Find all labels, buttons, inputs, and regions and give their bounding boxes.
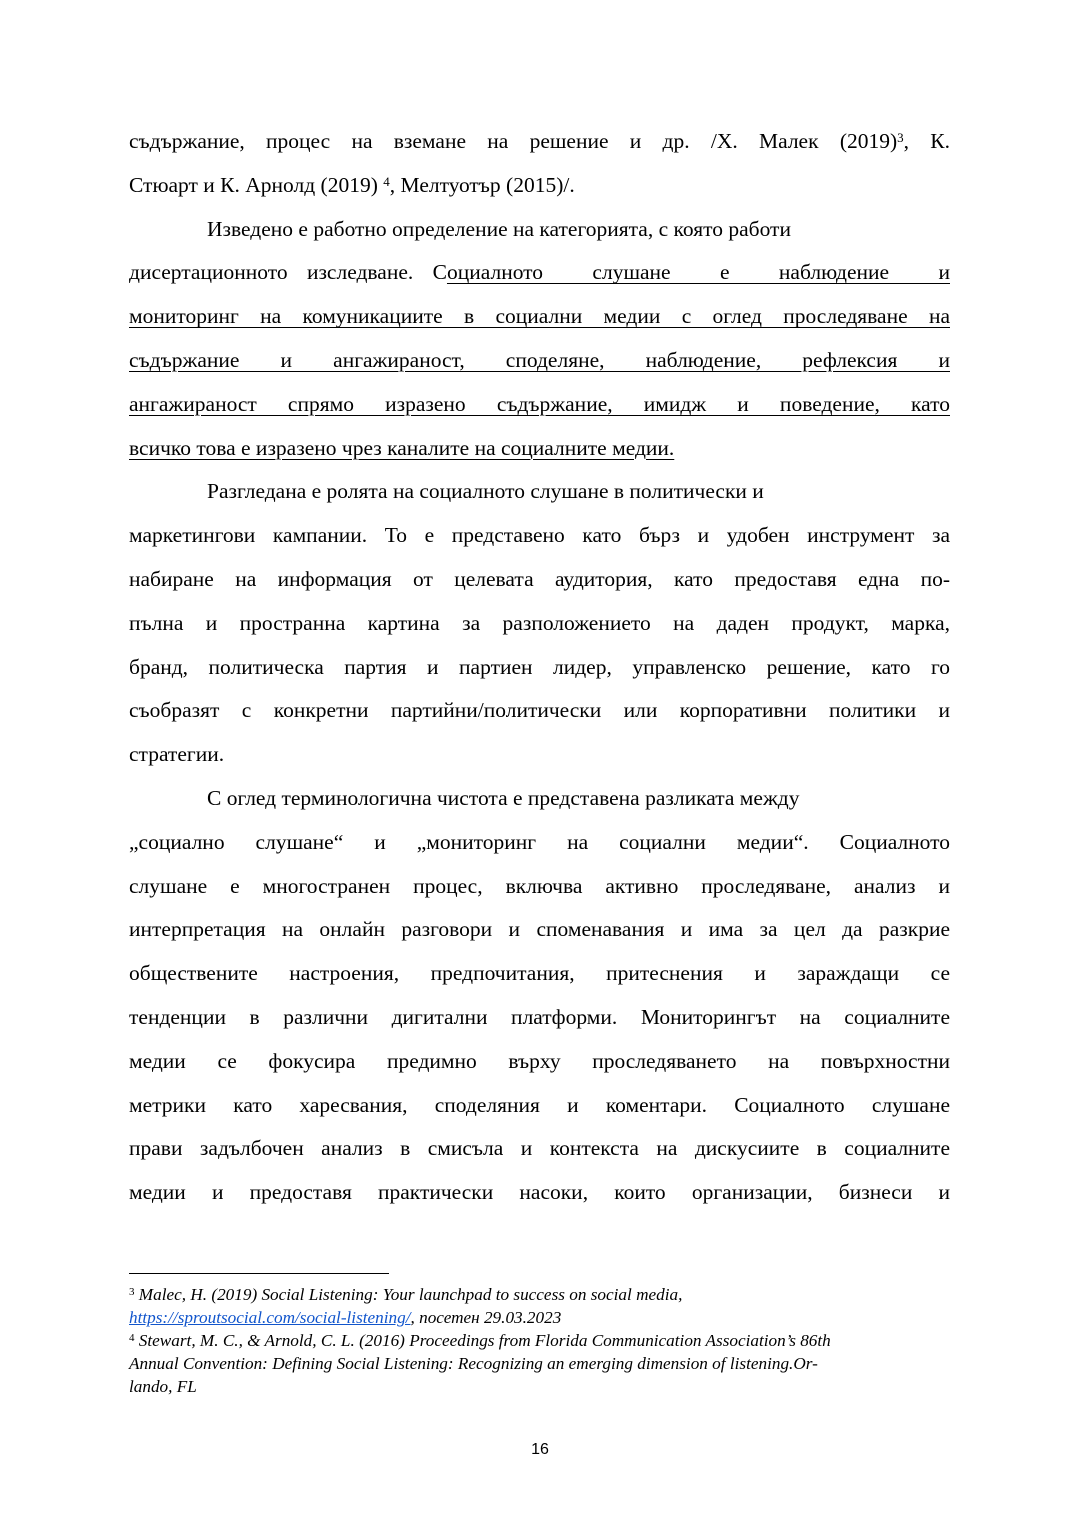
text-line — [129, 1084, 950, 1128]
text-line — [129, 427, 950, 471]
footnote-text: Annual Convention: Defining Social Listening: Recognizing an emerging dimension of listening.Or- — [129, 1354, 818, 1373]
footnote-ref-3[interactable]: 3 — [897, 130, 904, 145]
text-part: , Мелтуотър (2015)/. — [389, 172, 575, 197]
footnotes — [129, 1283, 959, 1398]
word: Малек — [758, 129, 819, 153]
justified-line: медии се фокусира предимно върху проследяването на повърхностни — [129, 1048, 950, 1073]
text-line — [129, 1171, 950, 1215]
bullet-line — [129, 777, 950, 821]
plain-part: дисертационното изследване. С — [129, 260, 447, 285]
word: процес — [266, 129, 331, 153]
word: /Х. — [710, 129, 738, 153]
footnote-number: 4 — [129, 1332, 135, 1344]
justified-line: пълна и пространна картина за разположението на даден продукт, марка, — [129, 610, 950, 635]
text-line — [129, 251, 950, 295]
text-line — [129, 120, 950, 164]
footnote-3-cont — [129, 1306, 959, 1329]
text-line — [129, 733, 950, 777]
footnote-text: Malec, H. (2019) Social Listening: Your launchpad to success on social media, — [134, 1285, 683, 1304]
citation-year: (2019) — [839, 129, 898, 153]
underlined-line: съдържание и ангажираност, споделяне, наблюдение, рефлексия и — [129, 347, 950, 372]
text-line — [129, 821, 950, 865]
text-line — [129, 1040, 950, 1084]
text-line — [129, 602, 950, 646]
text-line — [129, 558, 950, 602]
body-text — [129, 120, 950, 1215]
justified-line: тенденции в различни дигитални платформи. Мониторингът на социалните — [129, 1004, 950, 1029]
text-run — [129, 251, 950, 295]
text-line — [129, 339, 950, 383]
text-line — [129, 908, 950, 952]
underlined-line: всичко това е изразено чрез каналите на социалните медии. — [129, 435, 675, 460]
justified-line: обществените настроения, предпочитания, притеснения и зараждащи се — [129, 961, 950, 986]
text-line — [129, 514, 950, 558]
footnote-ref-4[interactable]: 4 — [383, 173, 390, 189]
word: на — [487, 129, 509, 153]
text-line — [129, 295, 950, 339]
last-line: стратегии. — [129, 742, 225, 767]
bullet-line — [129, 208, 950, 252]
underlined-part: оциалното слушане е наблюдение и — [446, 260, 950, 285]
word: К. — [930, 129, 950, 153]
bullet-text: С оглед терминологична чистота е представена разликата между — [207, 785, 800, 810]
justified-line: медии и предоставя практически насоки, които организации, бизнеси и — [129, 1180, 950, 1205]
text-part: Стюарт и К. Арнолд (2019) — [129, 172, 384, 197]
text-line — [129, 952, 950, 996]
word: на — [351, 129, 373, 153]
justified-line: бранд, политическа партия и партиен лидер, управленско решение, като го — [129, 654, 950, 679]
underlined-line: мониторинг на комуникациите в социални медии с оглед проследяване на — [129, 304, 950, 329]
bullet-text: Разгледана е ролята на социалното слушане в политически и — [207, 479, 764, 504]
text-line — [129, 383, 950, 427]
bullet-text: Изведено е работно определение на категорията, с която работи — [207, 216, 791, 241]
word: и — [629, 129, 642, 153]
text-run — [129, 164, 575, 208]
text-line — [129, 865, 950, 909]
word: вземане — [393, 129, 466, 153]
text-line — [129, 1127, 950, 1171]
justified-line: „социално слушане“ и „мониторинг на социални медии“. Социалното — [129, 829, 950, 854]
text-line — [129, 996, 950, 1040]
footnote-text: lando, FL — [129, 1377, 197, 1396]
justified-line: съобразят с конкретни партийни/политически или корпоративни политики и — [129, 698, 950, 723]
footnote-separator — [129, 1273, 389, 1274]
justified-line: слушане е многостранен процес, включва активно проследяване, анализ и — [129, 873, 950, 898]
justified-line: набиране на информация от целевата аудитория, като предоставя една по- — [129, 566, 950, 591]
footnote-link[interactable]: https://sproutsocial.com/social-listening/ — [129, 1308, 411, 1327]
comma: , — [903, 129, 910, 153]
justified-line: маркетингови кампании. То е представено като бърз и удобен инструмент за — [129, 523, 950, 548]
text-line — [129, 689, 950, 733]
footnote-4 — [129, 1329, 959, 1352]
footnote-number: 3 — [129, 1286, 135, 1298]
word: съдържание, — [129, 129, 245, 153]
justified-line: интерпретация на онлайн разговори и споменавания и има за цел да разкрие — [129, 917, 950, 942]
text-line — [129, 646, 950, 690]
word: решение — [529, 129, 609, 153]
footnote-3 — [129, 1283, 959, 1306]
footnote-text: Stewart, M. C., & Arnold, C. L. (2016) Proceedings from Florida Communication Association’s 86th — [134, 1331, 831, 1350]
bullet-line — [129, 470, 950, 514]
citation — [840, 120, 909, 164]
word: др. — [662, 129, 690, 153]
text-line — [129, 164, 950, 208]
justified-line: прави задълбочен анализ в смисъла и контекста на дискусиите в социалните — [129, 1136, 950, 1161]
page-number: 16 — [531, 1441, 549, 1458]
footnote-text: , посетен 29.03.2023 — [410, 1308, 562, 1327]
underlined-line: ангажираност спрямо изразено съдържание, имидж и поведение, като — [129, 391, 950, 416]
justified-line: метрики като харесвания, споделяния и коментари. Социалното слушане — [129, 1092, 950, 1117]
